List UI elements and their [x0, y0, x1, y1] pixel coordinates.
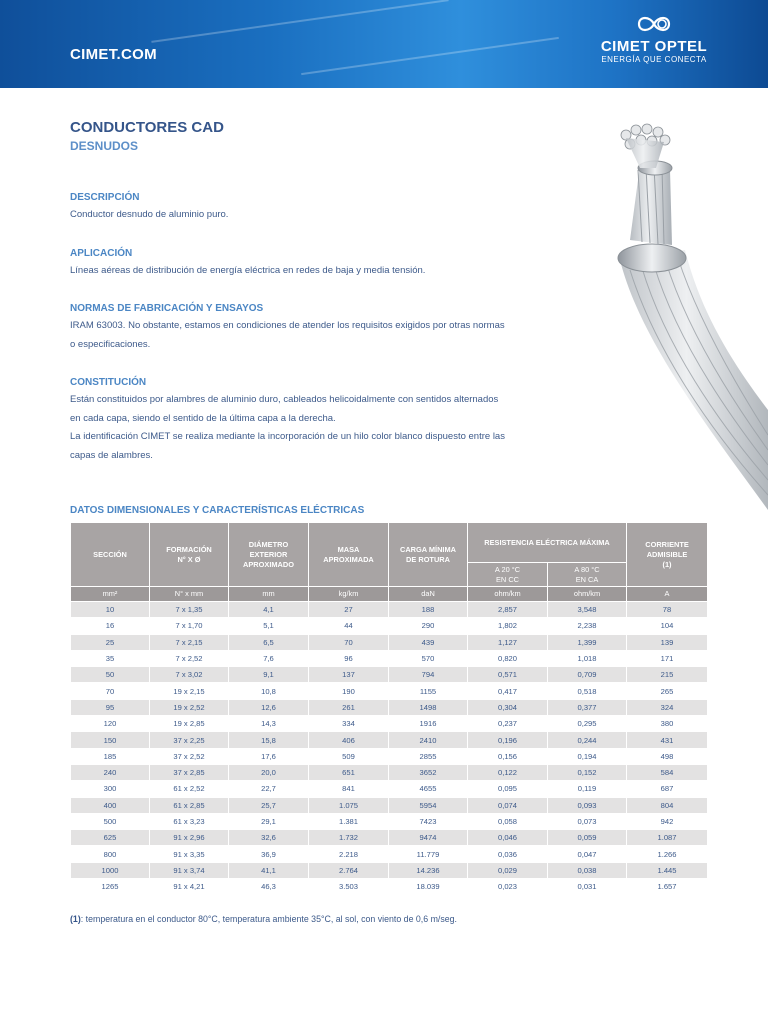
table-cell: 15,8	[229, 732, 309, 748]
table-cell: 0,122	[468, 764, 548, 780]
table-cell: 0,518	[548, 683, 627, 699]
table-cell: 2.764	[309, 862, 389, 878]
col-header-r20: A 20 °C EN CC	[468, 563, 548, 587]
text-line: Conductor desnudo de aluminio puro.	[70, 209, 229, 220]
table-cell: 25	[71, 634, 150, 650]
table-cell: 5,1	[229, 618, 309, 634]
unit-cell: daN	[389, 587, 468, 602]
table-cell: 841	[309, 781, 389, 797]
table-cell: 2410	[389, 732, 468, 748]
table-cell: 91 x 3,74	[150, 862, 229, 878]
table-cell: 0,156	[468, 748, 548, 764]
table-cell: 0,095	[468, 781, 548, 797]
table-cell: 4655	[389, 781, 468, 797]
table-cell: 570	[389, 650, 468, 666]
table-cell: 95	[71, 699, 150, 715]
table-cell: 4,1	[229, 602, 309, 618]
table-cell: 18.039	[389, 879, 468, 895]
table-cell: 7,6	[229, 650, 309, 666]
table-cell: 290	[389, 618, 468, 634]
table-cell: 3.503	[309, 879, 389, 895]
table-cell: 406	[309, 732, 389, 748]
table-cell: 78	[627, 602, 708, 618]
table-cell: 22,7	[229, 781, 309, 797]
col-header-corriente: CORRIENTE ADMISIBLE (1)	[627, 523, 708, 587]
table-cell: 104	[627, 618, 708, 634]
table-cell: 91 x 2,96	[150, 830, 229, 846]
table-cell: 0,304	[468, 699, 548, 715]
header-decoration	[151, 0, 448, 43]
table-cell: 29,1	[229, 813, 309, 829]
table-cell: 380	[627, 716, 708, 732]
table-cell: 498	[627, 748, 708, 764]
table-cell: 800	[71, 846, 150, 862]
table-cell: 625	[71, 830, 150, 846]
table-cell: 0,029	[468, 862, 548, 878]
table-cell: 14,3	[229, 716, 309, 732]
table-cell: 96	[309, 650, 389, 666]
table-cell: 120	[71, 716, 150, 732]
table-cell: 70	[309, 634, 389, 650]
table-cell: 0,073	[548, 813, 627, 829]
table-cell: 190	[309, 683, 389, 699]
header-decoration	[301, 37, 559, 75]
unit-cell: N° x mm	[150, 587, 229, 602]
table-cell: 0,295	[548, 716, 627, 732]
table-cell: 19 x 2,85	[150, 716, 229, 732]
table-cell: 46,3	[229, 879, 309, 895]
table-cell: 1,018	[548, 650, 627, 666]
table-cell: 171	[627, 650, 708, 666]
table-cell: 14.236	[389, 862, 468, 878]
table-cell: 1,399	[548, 634, 627, 650]
table-row	[71, 634, 708, 650]
table-cell: 61 x 2,85	[150, 797, 229, 813]
table-cell: 1498	[389, 699, 468, 715]
table-row	[71, 699, 708, 715]
table-cell: 17,6	[229, 748, 309, 764]
table-cell: 27	[309, 602, 389, 618]
table-row	[71, 846, 708, 862]
table-cell: 1,127	[468, 634, 548, 650]
table-row	[71, 879, 708, 895]
table-cell: 20,0	[229, 764, 309, 780]
section-heading-normas: NORMAS DE FABRICACIÓN Y ENSAYOS	[70, 303, 264, 314]
brand-name: CIMET OPTEL	[600, 38, 708, 55]
table-row	[71, 650, 708, 666]
table-cell: 7 x 2,15	[150, 634, 229, 650]
table-cell: 91 x 3,35	[150, 846, 229, 862]
table-cell: 7 x 2,52	[150, 650, 229, 666]
unit-cell: ohm/km	[548, 587, 627, 602]
table-cell: 19 x 2,15	[150, 683, 229, 699]
table-cell: 139	[627, 634, 708, 650]
table-cell: 1000	[71, 862, 150, 878]
table-cell: 942	[627, 813, 708, 829]
table-cell: 0,152	[548, 764, 627, 780]
table-cell: 11.779	[389, 846, 468, 862]
table-cell: 0,119	[548, 781, 627, 797]
table-cell: 1.075	[309, 797, 389, 813]
table-row	[71, 683, 708, 699]
table-cell: 0,237	[468, 716, 548, 732]
table-cell: 324	[627, 699, 708, 715]
table-cell: 0,709	[548, 667, 627, 683]
table-cell: 400	[71, 797, 150, 813]
col-header-carga: CARGA MÍNIMA DE ROTURA	[389, 523, 468, 587]
table-cell: 215	[627, 667, 708, 683]
table-cell: 1.087	[627, 830, 708, 846]
table-cell: 150	[71, 732, 150, 748]
section-body-aplicacion	[70, 262, 550, 281]
unit-cell: kg/km	[309, 587, 389, 602]
section-heading-constitucion: CONSTITUCIÓN	[70, 377, 147, 388]
table-cell: 10,8	[229, 683, 309, 699]
table-cell: 431	[627, 732, 708, 748]
col-header-resistencia: RESISTENCIA ELÉCTRICA MÁXIMA	[468, 523, 627, 563]
table-cell: 0,046	[468, 830, 548, 846]
section-body-normas	[70, 317, 550, 354]
table-cell: 0,074	[468, 797, 548, 813]
table-cell: 1.732	[309, 830, 389, 846]
table-cell: 7423	[389, 813, 468, 829]
table-cell: 6,5	[229, 634, 309, 650]
table-cell: 804	[627, 797, 708, 813]
table-cell: 12,6	[229, 699, 309, 715]
text-line: en cada capa, siendo el sentido de la última capa a la derecha.	[70, 412, 336, 424]
table-row	[71, 862, 708, 878]
table-cell: 651	[309, 764, 389, 780]
units-row	[71, 587, 708, 602]
table-cell: 5954	[389, 797, 468, 813]
table-cell: 1,802	[468, 618, 548, 634]
col-header-diametro: DIÁMETRO EXTERIOR APROXIMADO	[229, 523, 309, 587]
cable-image	[560, 110, 768, 530]
table-cell: 10	[71, 602, 150, 618]
table-row	[71, 797, 708, 813]
table-cell: 7 x 1,35	[150, 602, 229, 618]
table-row	[71, 732, 708, 748]
table-cell: 25,7	[229, 797, 309, 813]
table-cell: 0,417	[468, 683, 548, 699]
table-cell: 0,036	[468, 846, 548, 862]
table-cell: 439	[389, 634, 468, 650]
table-cell: 0,571	[468, 667, 548, 683]
table-cell: 1916	[389, 716, 468, 732]
table-cell: 0,194	[548, 748, 627, 764]
table-cell: 0,059	[548, 830, 627, 846]
table-cell: 334	[309, 716, 389, 732]
page-header	[0, 0, 768, 88]
text-line: Están constituidos por alambres de aluminio duro, cableados helicoidalmente con sentidos alternados	[70, 394, 499, 405]
col-header-formacion: FORMACIÓN N° X Ø	[150, 523, 229, 587]
table-cell: 2855	[389, 748, 468, 764]
table-cell: 3652	[389, 764, 468, 780]
table-cell: 35	[71, 650, 150, 666]
table-cell: 0,244	[548, 732, 627, 748]
table-cell: 1.266	[627, 846, 708, 862]
table-cell: 240	[71, 764, 150, 780]
table-cell: 32,6	[229, 830, 309, 846]
table-cell: 7 x 3,02	[150, 667, 229, 683]
table-cell: 0,023	[468, 879, 548, 895]
footnote-text: : temperatura en el conductor 80°C, temperatura ambiente 35°C, al sol, con viento de 0,6 m/seg.	[80, 914, 457, 924]
table-cell: 1265	[71, 879, 150, 895]
table-row	[71, 716, 708, 732]
section-heading-descripcion: DESCRIPCIÓN	[70, 192, 140, 203]
brand-logo	[594, 12, 714, 64]
table-cell: 687	[627, 781, 708, 797]
table-cell: 3,548	[548, 602, 627, 618]
table-cell: 0,093	[548, 797, 627, 813]
table-cell: 1155	[389, 683, 468, 699]
table-row	[71, 830, 708, 846]
table-cell: 0,038	[548, 862, 627, 878]
table-cell: 61 x 2,52	[150, 781, 229, 797]
footnote-marker: (1)	[70, 914, 81, 924]
brand-tagline: ENERGÍA QUE CONECTA	[601, 55, 707, 64]
table-cell: 0,377	[548, 699, 627, 715]
table-cell: 300	[71, 781, 150, 797]
text-line: o especificaciones.	[70, 338, 151, 350]
table-cell: 2.218	[309, 846, 389, 862]
table-cell: 794	[389, 667, 468, 683]
table-cell: 9,1	[229, 667, 309, 683]
table-body	[71, 602, 708, 895]
table-row	[71, 813, 708, 829]
table-cell: 1.381	[309, 813, 389, 829]
col-header-seccion: SECCIÓN	[71, 523, 150, 587]
unit-cell: ohm/km	[468, 587, 548, 602]
table-cell: 185	[71, 748, 150, 764]
table-row	[71, 748, 708, 764]
page-title: CONDUCTORES CAD	[70, 119, 224, 136]
table-cell: 9474	[389, 830, 468, 846]
table-row	[71, 618, 708, 634]
unit-cell: mm	[229, 587, 309, 602]
section-heading-aplicacion: APLICACIÓN	[70, 248, 133, 259]
table-row	[71, 781, 708, 797]
text-line: La identificación CIMET se realiza mediante la incorporación de un hilo color blanco dispuesto entre las	[70, 431, 505, 442]
table-cell: 500	[71, 813, 150, 829]
table-cell: 2,857	[468, 602, 548, 618]
table-cell: 50	[71, 667, 150, 683]
table-cell: 44	[309, 618, 389, 634]
table-cell: 91 x 4,21	[150, 879, 229, 895]
table-cell: 0,196	[468, 732, 548, 748]
table-cell: 16	[71, 618, 150, 634]
table-cell: 61 x 3,23	[150, 813, 229, 829]
text-line: capas de alambres.	[70, 449, 153, 461]
table-cell: 0,031	[548, 879, 627, 895]
page-subtitle: DESNUDOS	[70, 139, 139, 153]
table-cell: 37 x 2,25	[150, 732, 229, 748]
table-cell: 509	[309, 748, 389, 764]
infinity-logo-icon	[633, 12, 675, 36]
col-header-r80: A 80 °C EN CA	[548, 563, 627, 587]
text-line: IRAM 63003. No obstante, estamos en condiciones de atender los requisitos exigidos por otras normas	[70, 320, 505, 331]
section-body-constitucion	[70, 391, 550, 465]
table-title: DATOS DIMENSIONALES Y CARACTERÍSTICAS ELÉCTRICAS	[70, 505, 365, 516]
footnote	[70, 914, 457, 924]
table-cell: 37 x 2,52	[150, 748, 229, 764]
data-table	[70, 522, 708, 895]
table-cell: 1.657	[627, 879, 708, 895]
table-cell: 36,9	[229, 846, 309, 862]
table-cell: 2,238	[548, 618, 627, 634]
table-cell: 261	[309, 699, 389, 715]
unit-cell: A	[627, 587, 708, 602]
unit-cell: mm²	[71, 587, 150, 602]
table-cell: 19 x 2,52	[150, 699, 229, 715]
site-url[interactable]: CIMET.COM	[70, 46, 157, 63]
table-cell: 584	[627, 764, 708, 780]
table-cell: 1.445	[627, 862, 708, 878]
table-cell: 0,820	[468, 650, 548, 666]
table-cell: 188	[389, 602, 468, 618]
table-cell: 41,1	[229, 862, 309, 878]
table-row	[71, 667, 708, 683]
table-cell: 70	[71, 683, 150, 699]
table-cell: 7 x 1,70	[150, 618, 229, 634]
table-cell: 37 x 2,85	[150, 764, 229, 780]
table-cell: 0,047	[548, 846, 627, 862]
table-row	[71, 602, 708, 618]
section-body-descripcion	[70, 206, 550, 225]
col-header-masa: MASA APROXIMADA	[309, 523, 389, 587]
table-row	[71, 764, 708, 780]
table-cell: 265	[627, 683, 708, 699]
table-cell: 0,058	[468, 813, 548, 829]
table-cell: 137	[309, 667, 389, 683]
text-line: Líneas aéreas de distribución de energía eléctrica en redes de baja y media tensión.	[70, 265, 426, 276]
